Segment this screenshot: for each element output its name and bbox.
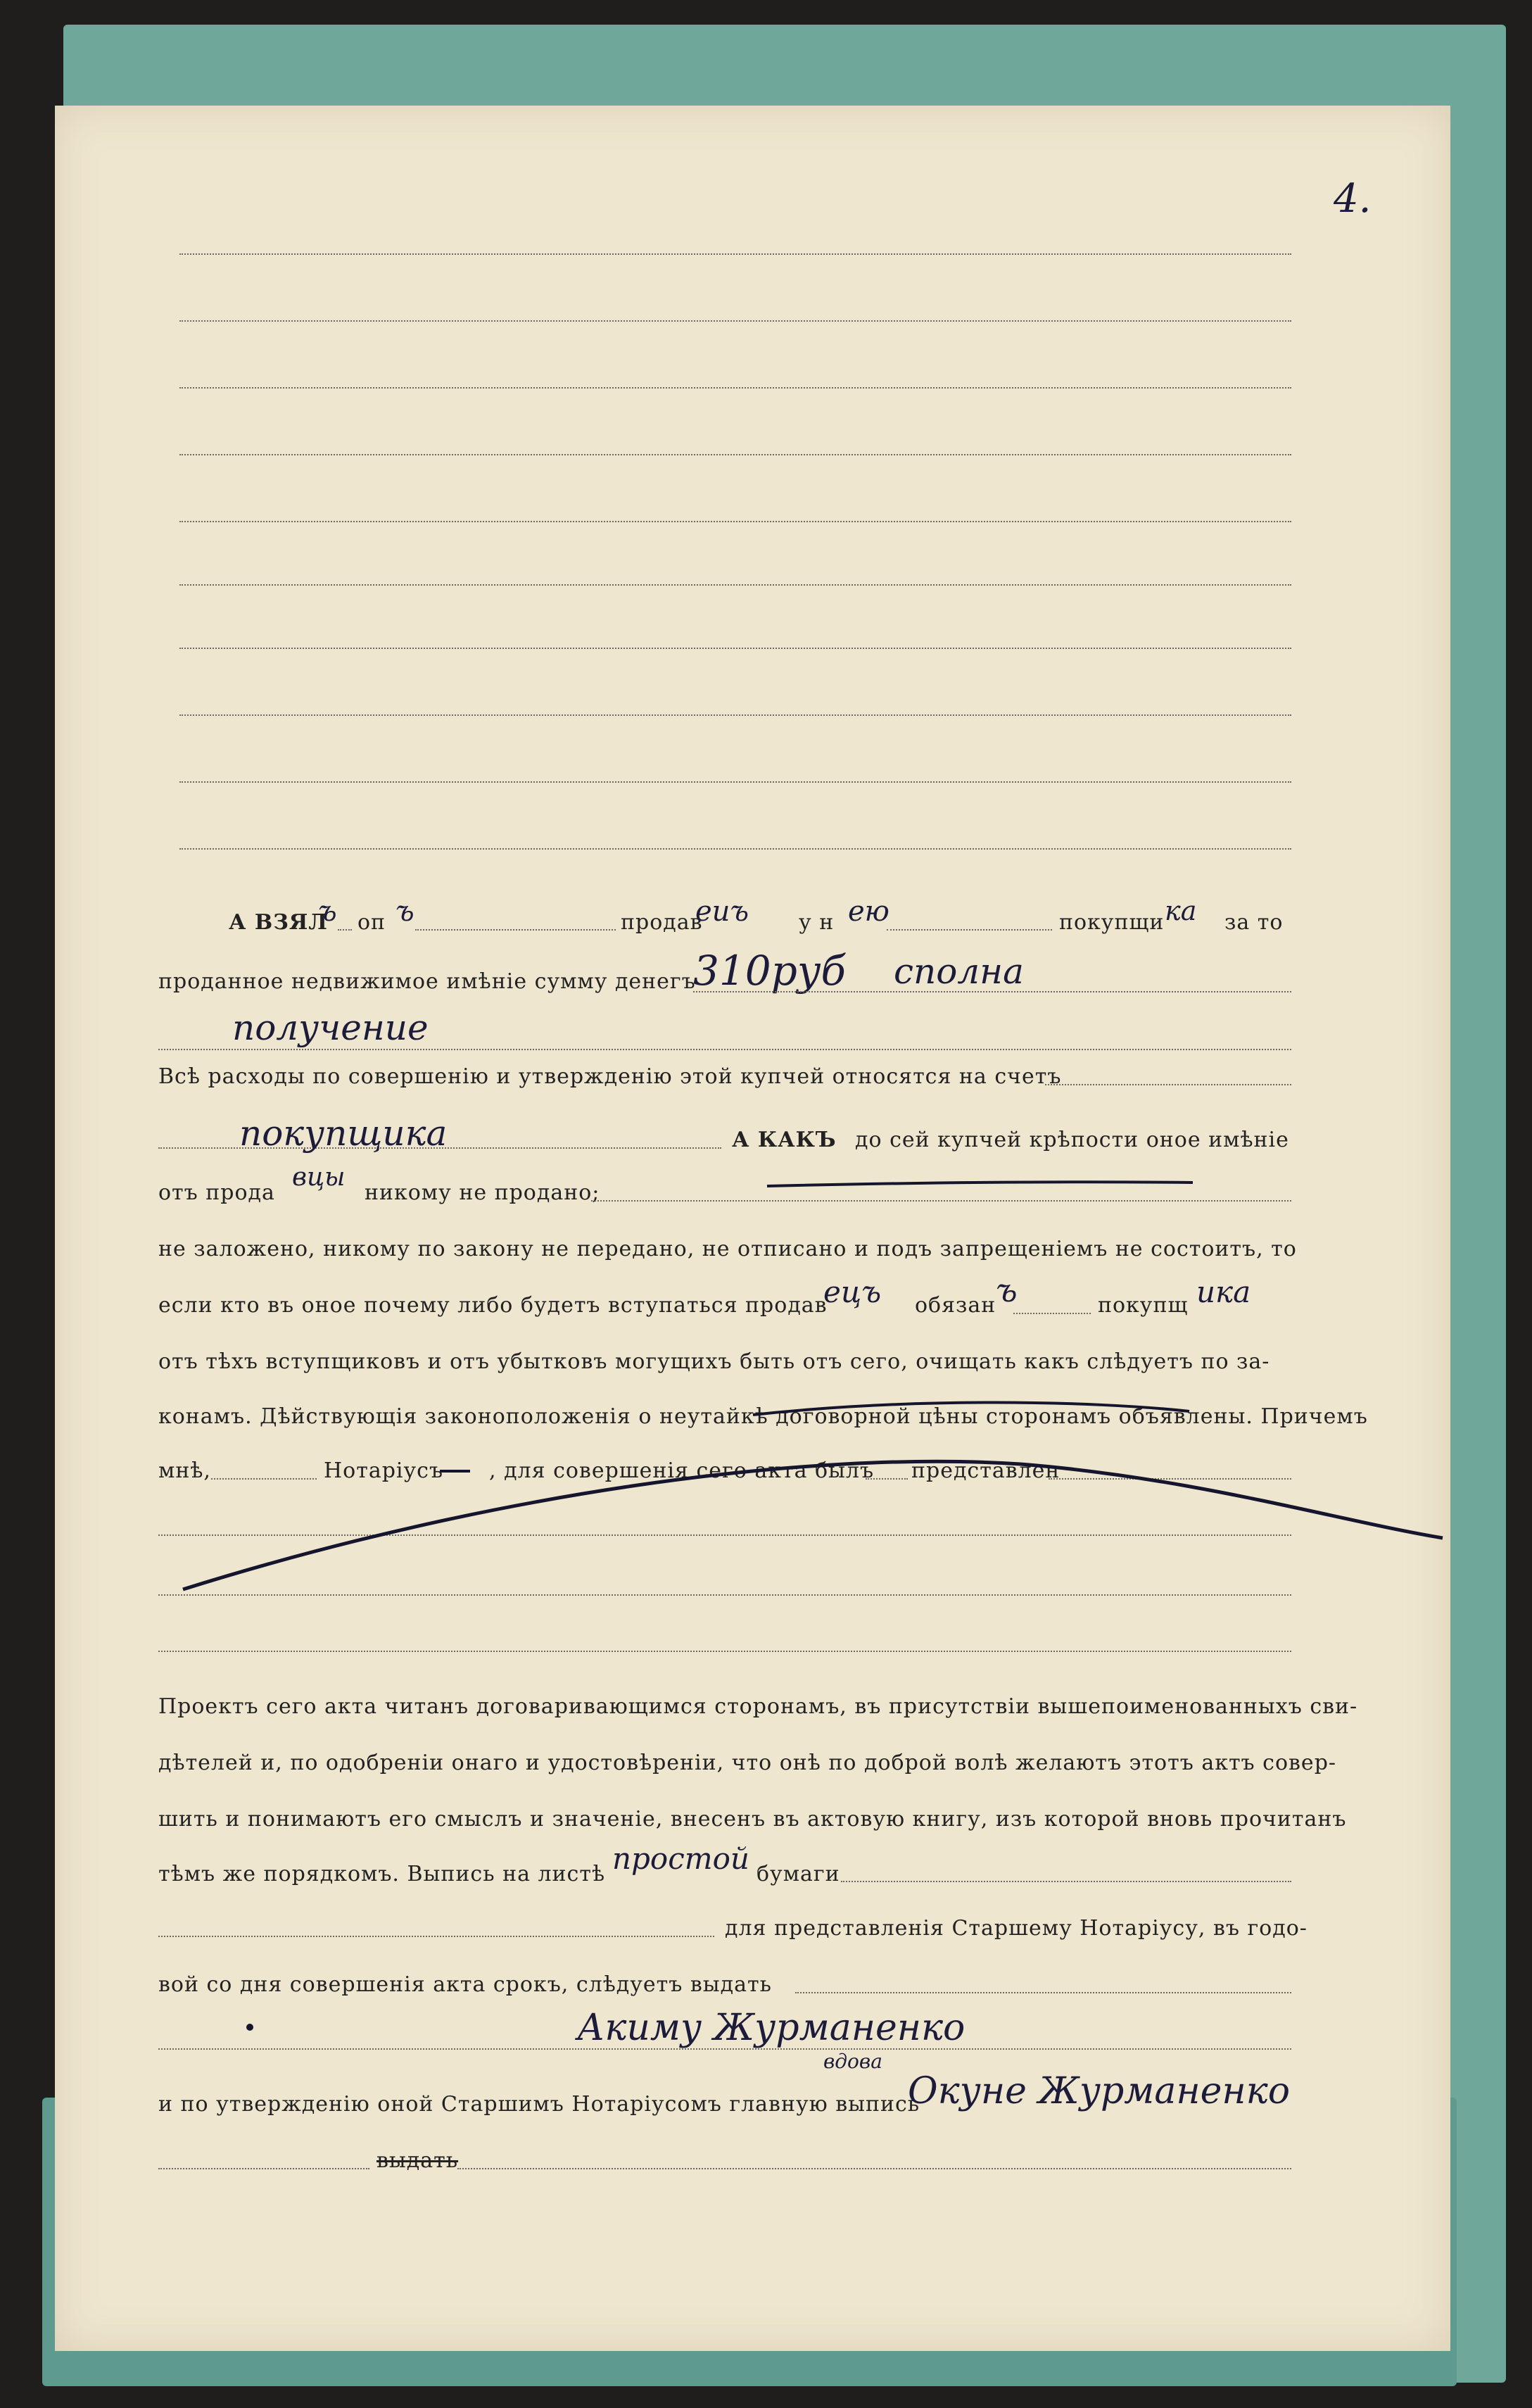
text-a-kak: А КАКЪ: [732, 1128, 837, 1152]
hw-pokupshchika: покупщика: [239, 1113, 448, 1154]
text-obyazan: обязан: [915, 1293, 996, 1318]
text-a-vzyal: А ВЗЯЛ: [229, 910, 328, 935]
text-prodav: продав: [621, 910, 703, 935]
text-op: оп: [357, 910, 386, 935]
hw-suffix: ецъ: [823, 1275, 882, 1309]
text-summa: проданное недвижимое имѣніе сумму денегъ: [158, 969, 696, 994]
text-pokupshch: покупщ: [1098, 1293, 1189, 1318]
page-number: 4.: [1334, 176, 1372, 222]
hw-suffix: ъ: [996, 1271, 1018, 1309]
text-pokupshchi: покупщи: [1059, 910, 1165, 935]
hw-suffix: ка: [1165, 895, 1197, 926]
text-ot-tekh: отъ тѣхъ вступщиковъ и отъ убытковъ могущихъ быть отъ сего, очищать какъ слѣдуетъ по за-: [158, 1349, 1270, 1374]
hw-vdova: вдова: [823, 2050, 882, 2073]
hw-poluchenie: получение: [232, 1007, 429, 1048]
strikethrough-line: [753, 1403, 1189, 1416]
text-shit: шить и понимаютъ его смыслъ и значеніе, внесенъ въ актовую книгу, изъ которой вновь прочитанъ: [158, 1807, 1347, 1832]
text-nikomu: никому не продано;: [365, 1180, 600, 1205]
hw-suffix: еиъ: [695, 895, 749, 928]
text-tem-zhe: тѣмъ же порядкомъ. Выпись на листѣ: [158, 1862, 606, 1886]
hw-suffix: ъ: [395, 895, 414, 928]
text-u-n: у н: [799, 910, 835, 935]
text-ot-proda: отъ прода: [158, 1180, 275, 1205]
text-dlya-soversheniya: , для совершенія сего акта былъ: [489, 1458, 875, 1483]
hw-suffix: ика: [1196, 1275, 1251, 1309]
text-proekt: Проектъ сего акта читанъ договаривающимся сторонамъ, въ присутствіи вышепоименованныхъ сви-: [158, 1694, 1358, 1719]
text-voi-so-dnya: вой со дня совершенія акта срокъ, слѣдуетъ выдать: [158, 1972, 772, 1997]
hw-recipient: Акиму Журманенко: [577, 2007, 966, 2049]
text-notarius: Нотаріусъ: [324, 1458, 444, 1483]
text-vydat: выдать: [376, 2148, 459, 2173]
text-za-to: за то: [1224, 910, 1284, 935]
text-do-sei: до сей купчей крѣпости оное имѣніе: [855, 1128, 1289, 1152]
hw-suffix: вцы: [292, 1163, 346, 1192]
hw-suffix: ею: [848, 895, 890, 928]
text-dlya-predstavleniya: для представленія Старшему Нотаріусу, въ годо-: [725, 1916, 1308, 1941]
text-ne-zalozheno: не заложено, никому по закону не передано, не отписано и подъ запрещеніемъ не состоитъ, то: [158, 1237, 1297, 1261]
text-zakonam: конамъ. Дѣйствующія законоположенія о неутайкѣ договорной цѣны сторонамъ объявлены. Причемъ: [158, 1404, 1368, 1429]
text-raskhody: Всѣ расходы по совершенію и утвержденію этой купчей относятся на счетъ: [158, 1064, 1062, 1089]
hw-sum: 310руб: [693, 947, 846, 995]
hw-spolna: сполна: [894, 951, 1024, 992]
text-mne: мнѣ,: [158, 1458, 211, 1483]
text-detelei: дѣтелей и, по одобреніи онаго и удостовѣреніи, что онѣ по доброй волѣ желаютъ этотъ актъ совер-: [158, 1751, 1337, 1775]
hw-prostoi: простой: [612, 1841, 749, 1876]
dot-mark: [246, 2024, 253, 2031]
text-esli-kto: если кто въ оное почему либо будетъ вступаться продав: [158, 1293, 828, 1318]
handwritten-underline: [767, 1182, 1193, 1186]
text-predstavlen: представлен: [911, 1458, 1061, 1483]
text-i-po-utverzhdeniyu: и по утвержденію оной Старшимъ Нотаріусомъ главную выпись: [158, 2092, 920, 2117]
text-bumagi: бумаги: [756, 1862, 840, 1886]
hw-second-recipient: Окуне Журманенко: [908, 2070, 1291, 2112]
hw-suffix: ъ: [318, 895, 337, 928]
